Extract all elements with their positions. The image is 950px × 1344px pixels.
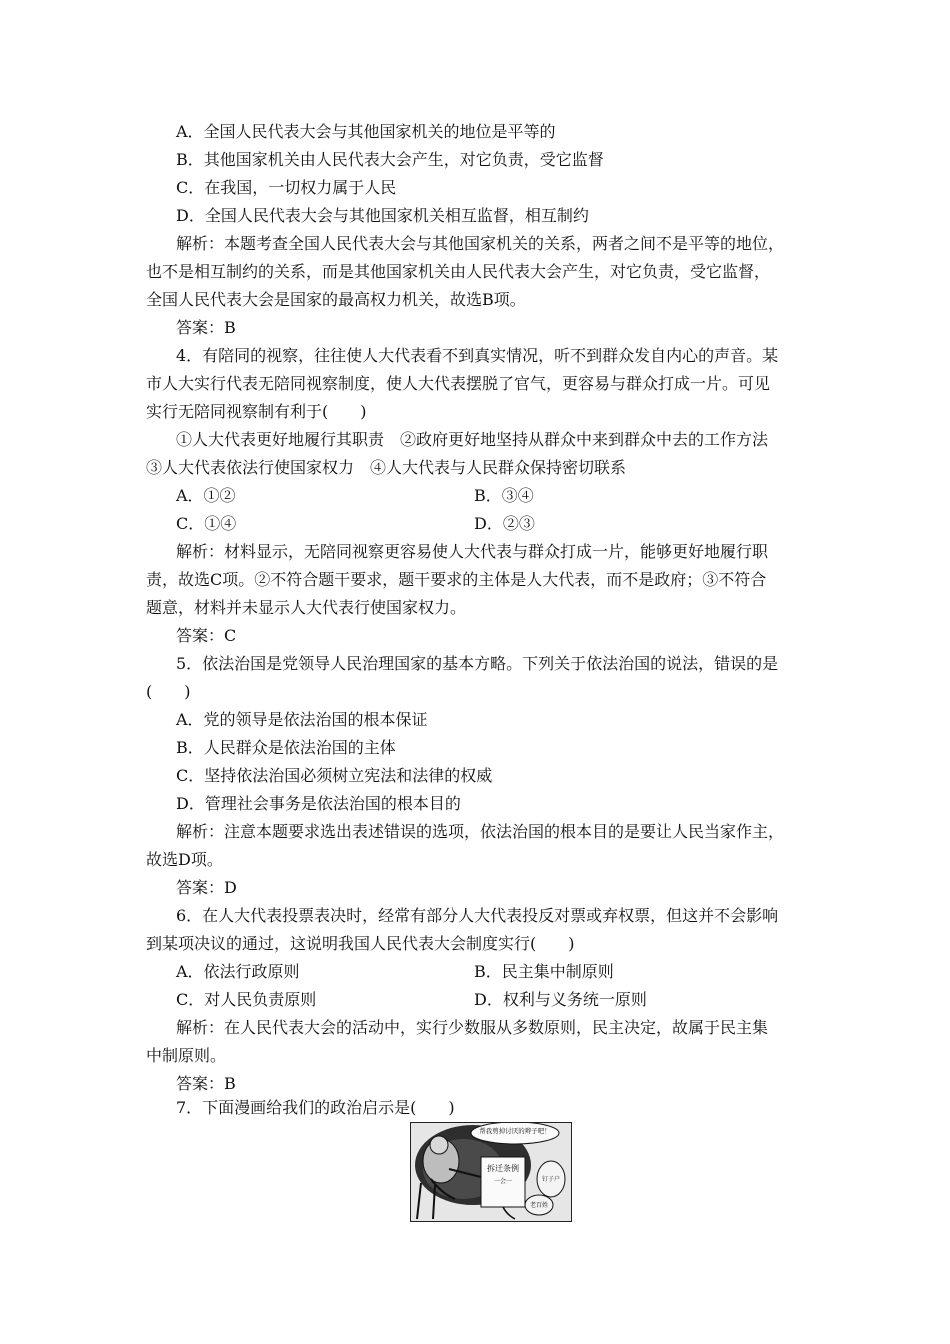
q5-option-d: D．管理社会事务是依法治国的根本目的 (176, 794, 461, 813)
q4-option-d: D．②③ (474, 514, 535, 533)
q4-stem-line3: 实行无陪同视察制有利于( ) (146, 402, 367, 421)
q7-stem: 7．下面漫画给我们的政治启示是( ) (176, 1098, 455, 1117)
q3-option-d: D．全国人民代表大会与其他国家机关相互监督，相互制约 (176, 206, 589, 225)
q5-explanation-line1: 解析：注意本题要求选出表述错误的选项，依法治国的根本目的是要让人民当家作主， (176, 822, 785, 841)
q4-option-a: A．①② (176, 486, 236, 505)
q6-option-b: B．民主集中制原则 (474, 962, 614, 981)
q5-option-a: A．党的领导是依法治国的根本保证 (176, 710, 428, 729)
q3-explanation-line1: 解析：本题考查全国人民代表大会与其他国家机关的关系，两者之间不是平等的地位， (176, 234, 785, 253)
q4-stem-line1: 4．有陪同的视察，往往使人大代表看不到真实情况，听不到群众发自内心的声音。某 (176, 346, 779, 365)
q4-explanation-line3: 题意，材料并未显示人大代表行使国家权力。 (146, 598, 467, 617)
q5-stem-line2: ( ) (146, 682, 191, 701)
cartoon-bag-label-2: 老百姓 (529, 1202, 549, 1209)
q6-stem-line1: 6．在人大代表投票表决时，经常有部分人大代表投反对票或弃权票，但这并不会影响 (176, 906, 779, 925)
q4-explanation-line2: 责，故选C项。②不符合题干要求，题干要求的主体是人大代表，而不是政府；③不符合 (146, 570, 767, 589)
q4-items-line1: ①人大代表更好地履行其职责 ②政府更好地坚持从群众中来到群众中去的工作方法 (176, 430, 769, 449)
q5-answer: 答案：D (176, 878, 237, 897)
q6-explanation-line1: 解析：在人民代表大会的活动中，实行少数服从多数原则，民主决定，故属于民主集 (176, 1018, 769, 1037)
q3-option-a: A．全国人民代表大会与其他国家机关的地位是平等的 (176, 122, 556, 141)
q4-stem-line2: 市人大实行代表无陪同视察制度，使人大代表摆脱了官气，更容易与群众打成一片。可见 (146, 374, 771, 393)
q4-option-c: C．①④ (176, 514, 237, 533)
cartoon-document-title: 拆迁条例 (487, 1164, 519, 1173)
cartoon-document-subtitle: 一会一 (493, 1178, 513, 1185)
q6-explanation-line2: 中制原则。 (146, 1046, 227, 1065)
q5-option-b: B．人民群众是依法治国的主体 (176, 738, 396, 757)
cartoon-illustration (411, 1123, 571, 1221)
q3-explanation-line3: 全国人民代表大会是国家的最高权力机关，故选B项。 (146, 290, 526, 309)
q4-explanation-line1: 解析：材料显示，无陪同视察更容易使人大代表与群众打成一片，能够更好地履行职 (176, 542, 769, 561)
q6-option-c: C．对人民负责原则 (176, 990, 317, 1009)
q6-answer: 答案：B (176, 1074, 236, 1093)
q6-stem-line2: 到某项决议的通过，这说明我国人民代表大会制度实行( ) (146, 934, 575, 953)
q3-option-c: C．在我国，一切权力属于人民 (176, 178, 397, 197)
q3-answer: 答案：B (176, 318, 236, 337)
political-cartoon (410, 1122, 572, 1222)
q5-option-c: C．坚持依法治国必须树立宪法和法律的权威 (176, 766, 493, 785)
q4-option-b: B．③④ (474, 486, 534, 505)
cartoon-speech-bubble: 帮我剪掉讨厌的辫子吧！ (479, 1127, 551, 1135)
q4-items-line2: ③人大代表依法行使国家权力 ④人大代表与人民群众保持密切联系 (146, 458, 627, 477)
q3-explanation-line2: 也不是相互制约的关系，而是其他国家机关由人民代表大会产生，对它负责，受它监督， (146, 262, 771, 281)
q4-answer: 答案：C (176, 626, 237, 645)
q3-option-b: B．其他国家机关由人民代表大会产生，对它负责，受它监督 (176, 150, 604, 169)
q6-option-a: A．依法行政原则 (176, 962, 300, 981)
q6-option-d: D．权利与义务统一原则 (474, 990, 647, 1009)
q5-stem-line1: 5．依法治国是党领导人民治理国家的基本方略。下列关于依法治国的说法，错误的是 (176, 654, 779, 673)
cartoon-bag-label-1: 钉子户 (541, 1176, 561, 1183)
q5-explanation-line2: 故选D项。 (146, 850, 223, 869)
